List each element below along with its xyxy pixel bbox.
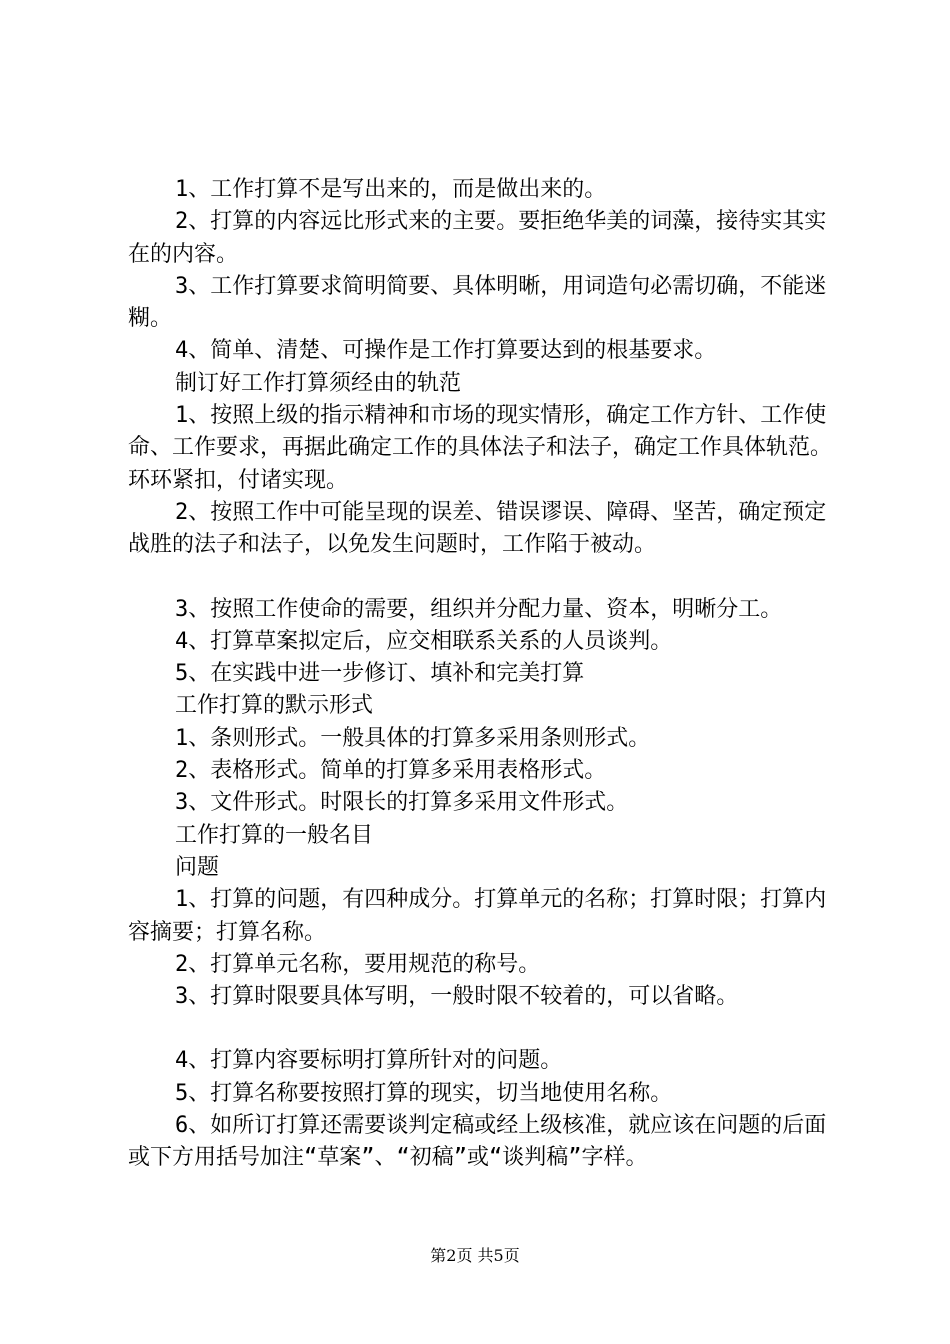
paragraph: 2、打算的内容远比形式来的主要。要拒绝华美的词藻，接待实其实在的内容。: [128, 209, 827, 267]
paragraph: 4、简单、清楚、可操作是工作打算要达到的根基要求。: [175, 338, 717, 364]
section-heading: 工作打算的一般名目: [175, 822, 374, 848]
paragraph: 2、打算单元名称，要用规范的称号。: [175, 951, 541, 977]
paragraph: 3、按照工作使命的需要，组织并分配力量、资本，明晰分工。: [175, 596, 783, 622]
paragraph: 5、在实践中进一步修订、填补和完美打算: [175, 661, 585, 687]
paragraph: 3、工作打算要求简明简要、具体明晰，用词造句必需切确，不能迷糊。: [128, 273, 827, 332]
paragraph: 4、打算内容要标明打算所针对的问题。: [175, 1048, 563, 1074]
subsection-heading: 问题: [175, 854, 220, 880]
paragraph: 1、工作打算不是写出来的，而是做出来的。: [175, 177, 607, 202]
paragraph: 1、打算的问题，有四种成分。打算单元的名称；打算时限；打算内容摘要；打算名称。: [128, 887, 827, 945]
paragraph: 1、按照上级的指示精神和市场的现实情形，确定工作方针、工作使命、工作要求，再据此确定工作的具体法子和法子，确定工作具体轨范。环环紧扣，付诸实现。: [128, 403, 833, 493]
paragraph: 5、打算名称要按照打算的现实，切当地使用名称。: [175, 1080, 673, 1106]
paragraph: 6、如所订打算还需要谈判定稿或经上级核准，就应该在问题的后面或下方用括号加注“草案”、“初稿”或“谈判稿”字样。: [128, 1113, 827, 1171]
page-number-footer: 第2页 共5页: [430, 1246, 520, 1265]
paragraph: 3、打算时限要具体写明，一般时限不较着的，可以省略。: [175, 984, 739, 1010]
paragraph: 4、打算草案拟定后，应交相联系关系的人员谈判。: [175, 628, 673, 654]
section-heading: 工作打算的默示形式: [175, 693, 374, 719]
paragraph: 2、表格形式。简单的打算多采用表格形式。: [175, 758, 607, 784]
paragraph: 2、按照工作中可能呈现的误差、错误谬误、障碍、坚苦，确定预定战胜的法子和法子，以免发生问题时，工作陷于被动。: [128, 499, 827, 558]
paragraph: 1、条则形式。一般具体的打算多采用条则形式。: [175, 725, 651, 751]
paragraph: 3、文件形式。时限长的打算多采用文件形式。: [175, 790, 629, 816]
section-heading: 制订好工作打算须经由的轨范: [175, 370, 462, 396]
document-body: [128, 174, 848, 1175]
